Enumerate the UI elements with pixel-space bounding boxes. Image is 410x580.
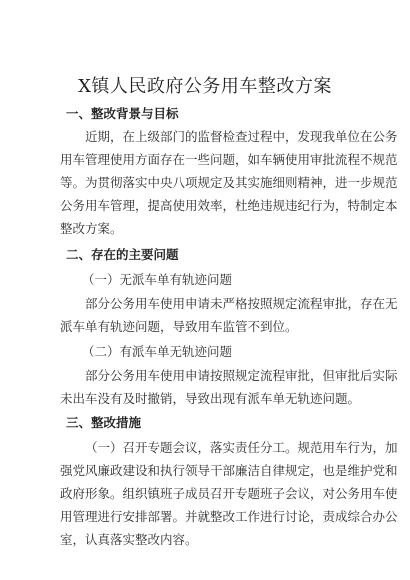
paragraph-line: 室，认真落实整改内容。: [60, 532, 198, 547]
paragraph-line: 整改方案。: [60, 221, 123, 236]
subsection-heading-2-2: （二）有派车单无轨迹问题: [82, 344, 233, 359]
paragraph-line: 未出车没有及时撤销，导致出现有派车单无轨迹问题。: [60, 391, 361, 406]
paragraph-line: （一）召开专题会议，落实责任分工。规范用车行为，加: [85, 440, 398, 455]
paragraph-line: 近期，在上级部门的监督检查过程中，发现我单位在公务: [85, 129, 398, 144]
paragraph-line: 公务用车管理，提高使用效率，杜绝违规违纪行为，特制定本: [60, 198, 398, 213]
paragraph-line: 部分公务用车使用申请按照规定流程审批，但审批后实际: [85, 368, 398, 383]
paragraph-line: 强党风廉政建设和执行领导干部廉洁自律规定，也是维护党和: [60, 463, 398, 478]
paragraph-line: 用管理进行安排部署。并就整改工作进行讨论，责成综合办公: [60, 509, 398, 524]
document-title: X镇人民政府公务用车整改方案: [78, 76, 332, 97]
section-heading-1: 一、整改背景与目标: [66, 106, 179, 121]
subsection-heading-2-1: （一）无派车单有轨迹问题: [82, 272, 233, 287]
paragraph-line: 政府形象。组织镇班子成员召开专题班子会议，对公务用车使: [60, 486, 398, 501]
paragraph-line: 用车管理使用方面存在一些问题，如车辆使用审批流程不规范: [60, 152, 398, 167]
section-heading-3: 三、整改措施: [66, 415, 142, 430]
section-heading-2: 二、存在的主要问题: [66, 247, 179, 262]
paragraph-line: 等。为贯彻落实中央八项规定及其实施细则精神，进一步规范: [60, 175, 398, 190]
paragraph-line: 部分公务用车使用申请未严格按照规定流程审批，存在无: [85, 296, 398, 311]
paragraph-line: 派车单有轨迹问题，导致用车监管不到位。: [60, 319, 298, 334]
